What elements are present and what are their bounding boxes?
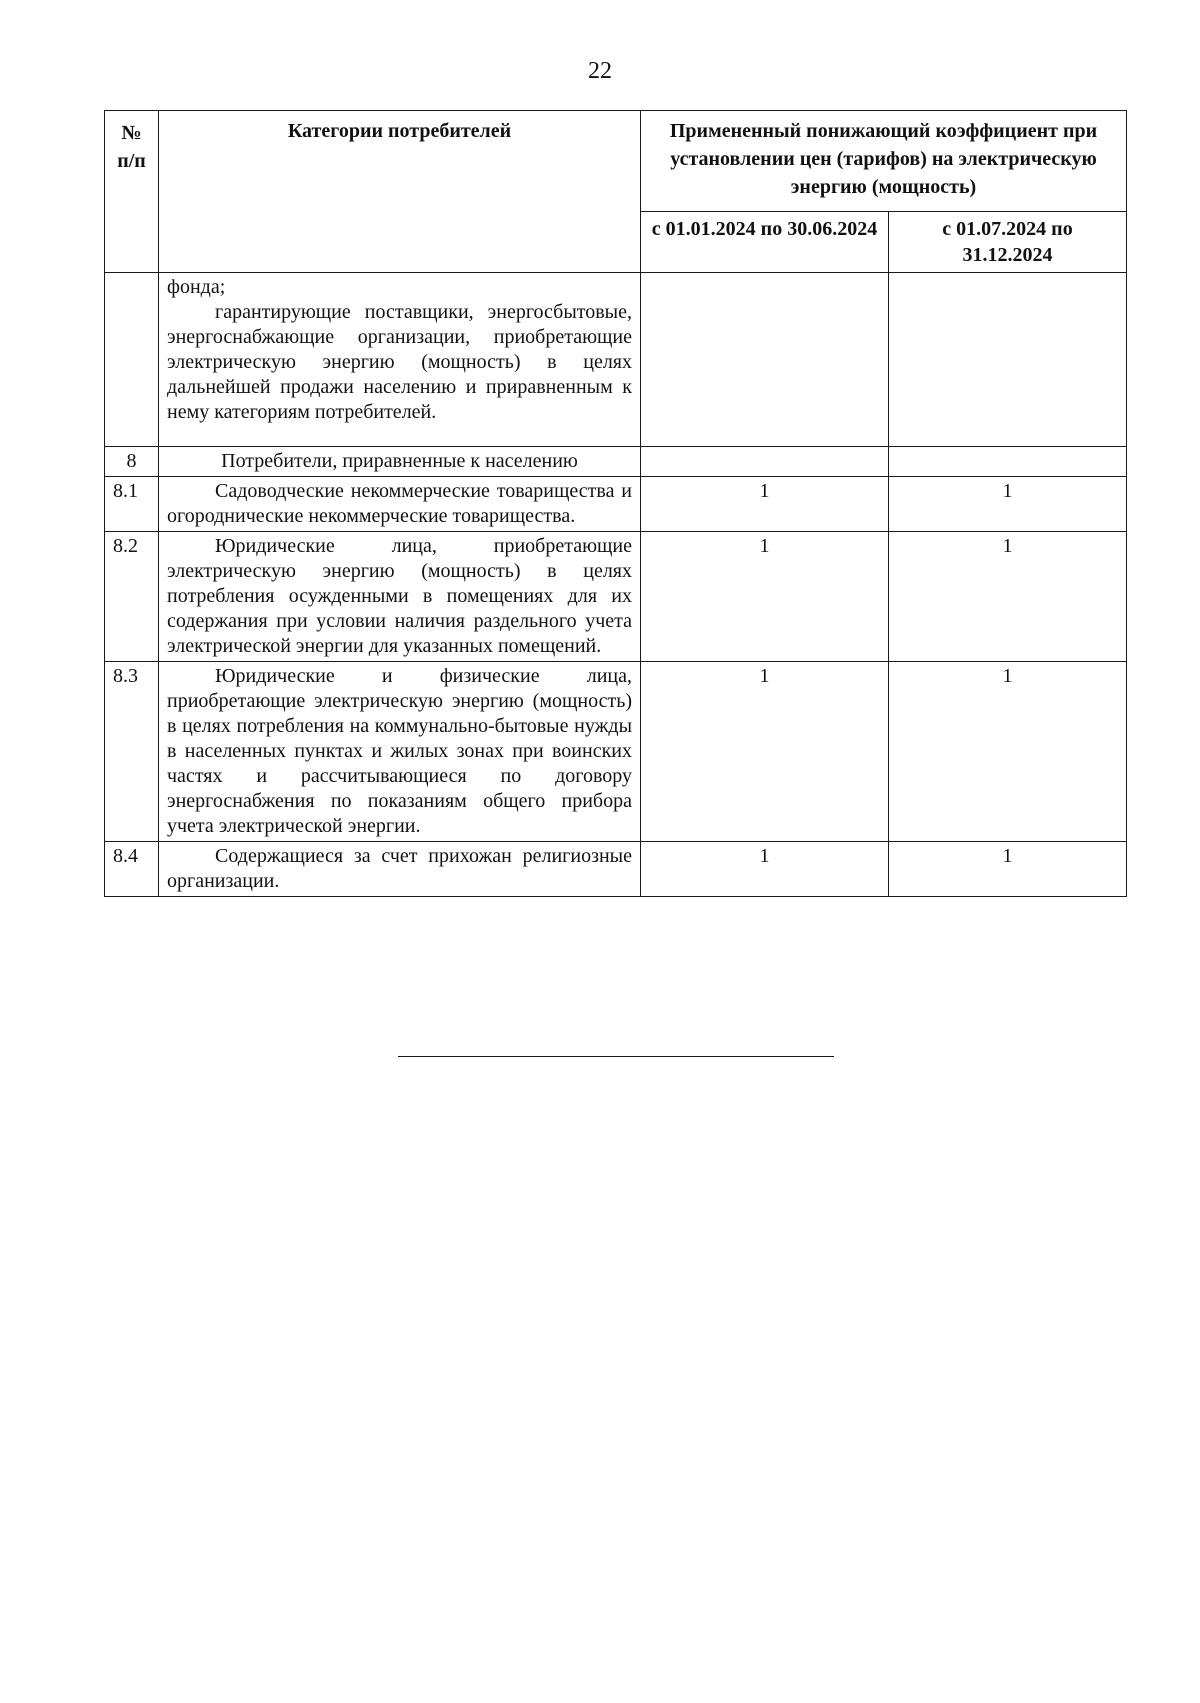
row-category [159, 532, 641, 662]
row-category-text: Юридические лица, приобретающие электрическую энергию (мощность) в целях потребления осужденными в помещениях для их содержания при условии наличия раздельного учета электрической энергии для указанных помещений. [167, 535, 632, 657]
header-category: Категории потребителей [159, 111, 641, 273]
header-coefficient: Примененный понижающий коэффициент при установлении цен (тарифов) на электрическую энергию (мощность) [641, 111, 1127, 212]
row-category: Потребители, приравненные к населению [159, 447, 641, 477]
header-period-2: с 01.07.2024 по 31.12.2024 [889, 212, 1127, 273]
table-row [105, 532, 1127, 662]
header-period-1: с 01.01.2024 по 30.06.2024 [641, 212, 889, 273]
table-row [105, 842, 1127, 897]
row-category [159, 662, 641, 842]
row-number: 8.1 [105, 477, 159, 532]
row-value-period-1: 1 [641, 662, 889, 842]
row-category-text: Садоводческие некоммерческие товарищества и огороднические некоммерческие товарищества. [167, 480, 632, 527]
row-value-period-2 [889, 273, 1127, 447]
row-value-period-1: 1 [641, 477, 889, 532]
row-category-line: фонда; [167, 276, 226, 298]
row-value-period-1 [641, 447, 889, 477]
row-category [159, 273, 641, 447]
row-category [159, 842, 641, 897]
row-number: 8.4 [105, 842, 159, 897]
table-row [105, 273, 1127, 447]
table-row [105, 447, 1127, 477]
row-category [159, 477, 641, 532]
row-value-period-2: 1 [889, 477, 1127, 532]
row-number [105, 273, 159, 447]
row-value-period-1: 1 [641, 532, 889, 662]
table-row [105, 477, 1127, 532]
row-value-period-1 [641, 273, 889, 447]
row-number: 8 [105, 447, 159, 477]
row-value-period-2: 1 [889, 532, 1127, 662]
row-value-period-2: 1 [889, 662, 1127, 842]
row-category-text: Содержащиеся за счет прихожан религиозные организации. [167, 845, 632, 892]
row-value-period-1: 1 [641, 842, 889, 897]
row-category-line: гарантирующие поставщики, энергосбытовые, энергоснабжающие организации, приобретающие электрическую энергию (мощность) в целях дальнейшей продажи населению и приравненным к нему категориям потребителей. [167, 301, 632, 423]
row-number: 8.3 [105, 662, 159, 842]
table-row [105, 662, 1127, 842]
page-number: 22 [588, 58, 612, 84]
end-of-document-rule [398, 1056, 834, 1057]
row-number: 8.2 [105, 532, 159, 662]
header-number: № п/п [105, 111, 159, 273]
row-value-period-2 [889, 447, 1127, 477]
row-value-period-2: 1 [889, 842, 1127, 897]
tariff-coefficient-table [104, 110, 1127, 897]
row-category-text: Юридические и физические лица, приобретающие электрическую энергию (мощность) в целях потребления на коммунально-бытовые нужды в населенных пунктах и жилых зонах при воинских частях и рассчитывающиеся по договору энергоснабжения по показаниям общего прибора учета электрической энергии. [167, 665, 632, 837]
table-header-row [105, 111, 1127, 212]
